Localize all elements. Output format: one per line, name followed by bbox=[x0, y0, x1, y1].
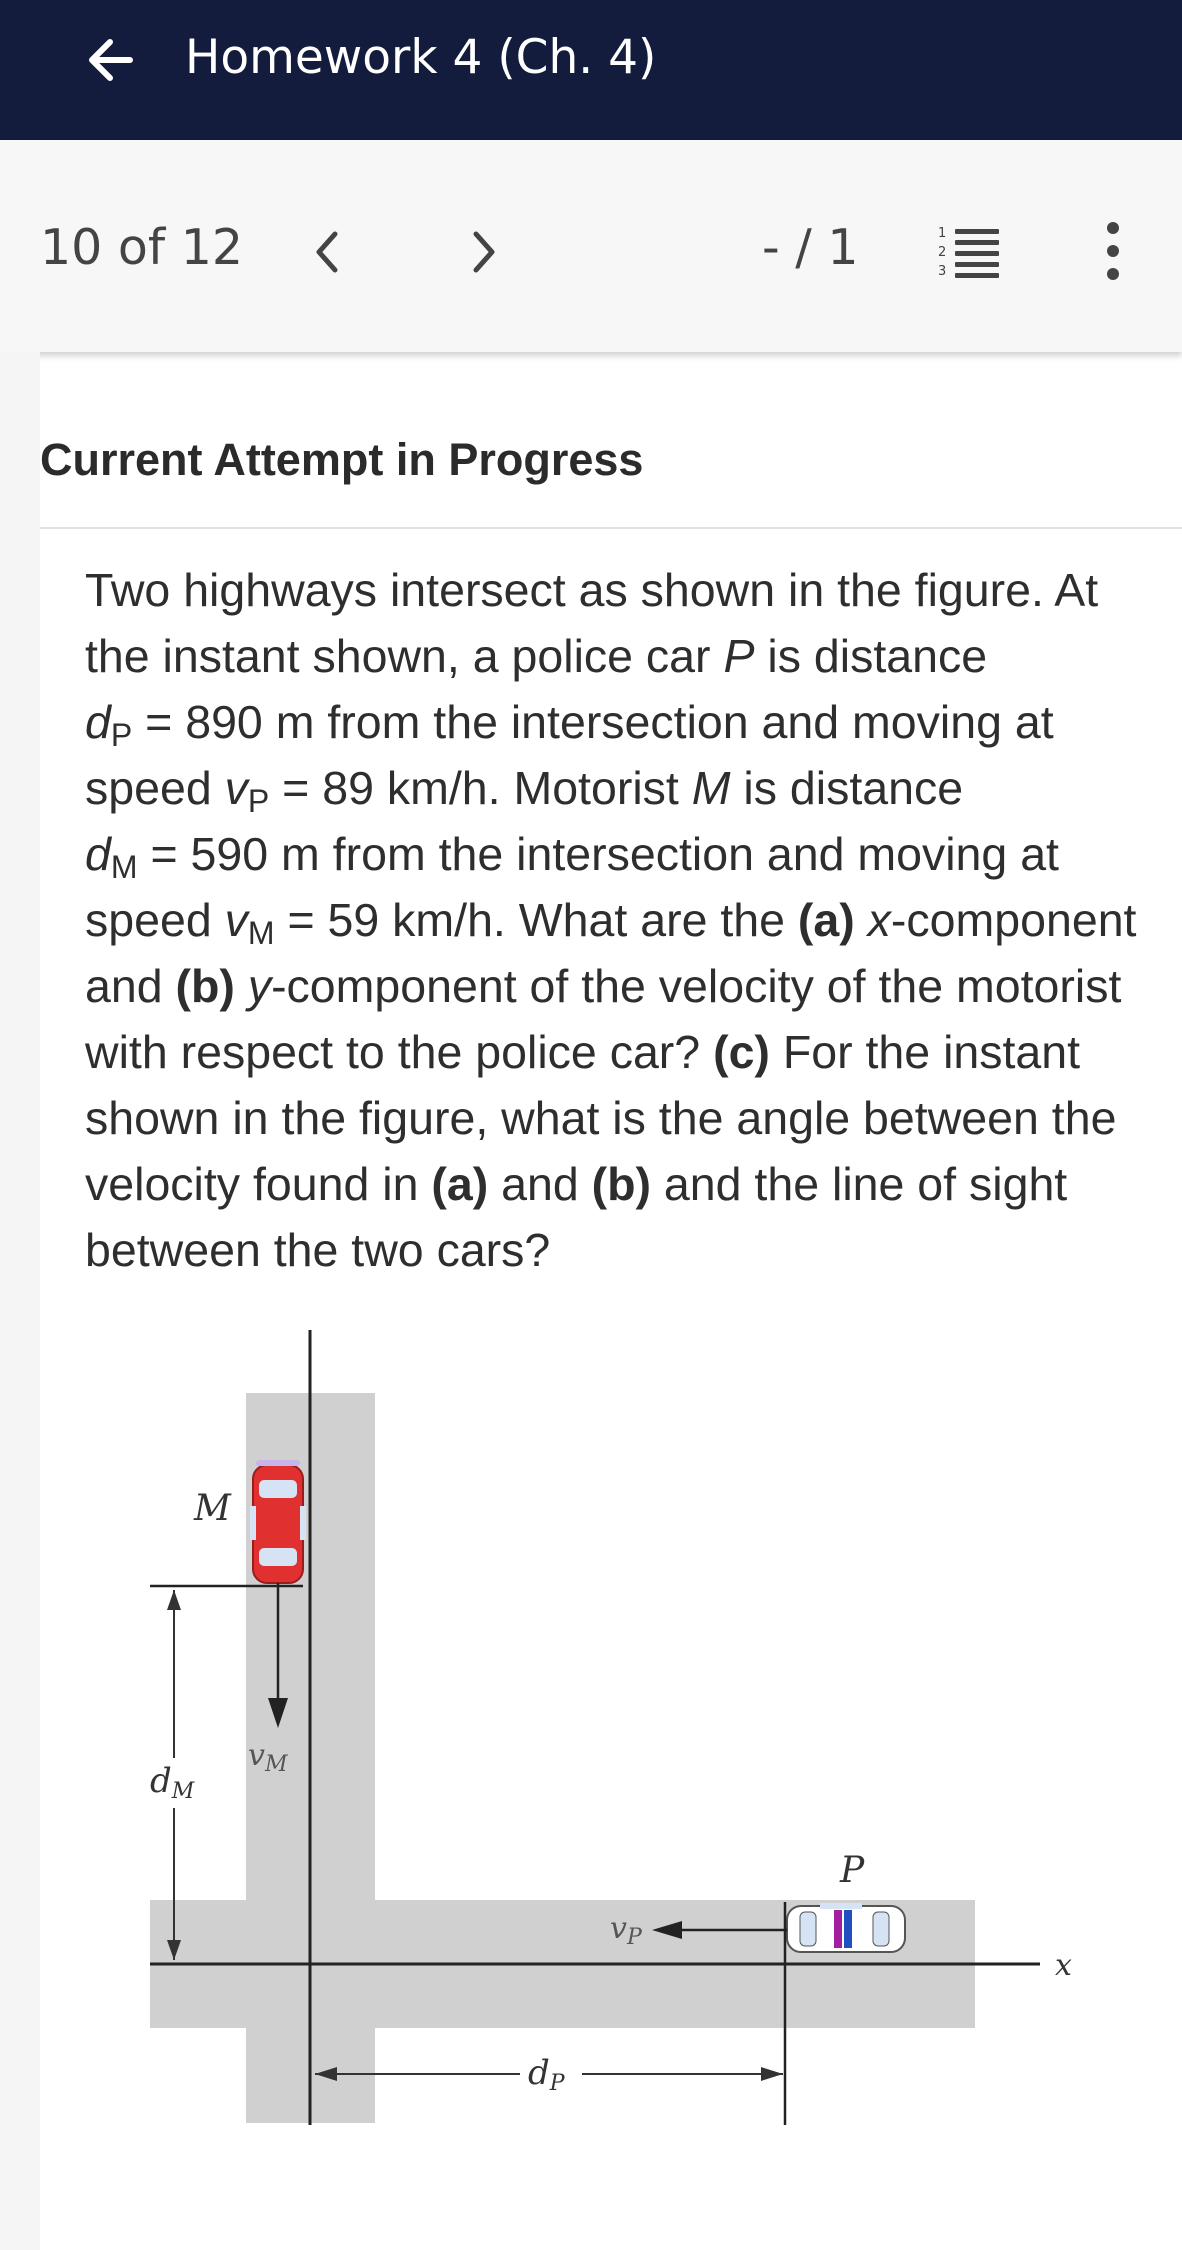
left-margin bbox=[0, 352, 40, 2250]
vM-v: v bbox=[248, 1738, 265, 1773]
q-var: x bbox=[867, 894, 891, 946]
next-question-button[interactable] bbox=[458, 222, 508, 282]
q-text: For the instant shown in the figure, what is the angle between the velocity found in bbox=[85, 1026, 1117, 1210]
vP-sub: P bbox=[626, 1925, 642, 1950]
vM-sub: M bbox=[264, 1752, 288, 1777]
motorist-car-icon bbox=[250, 1460, 306, 1583]
q-text: and the line of sight between the two cars? bbox=[85, 1158, 1068, 1276]
police-car-icon bbox=[787, 1903, 905, 1952]
highway-figure bbox=[140, 1310, 1080, 2130]
svg-text:3: 3 bbox=[938, 264, 947, 279]
question-navigation-bar bbox=[0, 140, 1182, 352]
q-sub: P bbox=[247, 783, 270, 819]
dM-arrowhead-top bbox=[167, 1590, 181, 1610]
more-options-icon[interactable] bbox=[1088, 220, 1138, 282]
q-var: v bbox=[224, 894, 248, 946]
q-text: = 590 m from the intersection and moving at speed bbox=[85, 828, 1059, 946]
assignment-title: Homework 4 (Ch. 4) bbox=[185, 30, 657, 85]
motorist-label: M bbox=[194, 1488, 231, 1529]
dP-d: d bbox=[528, 2053, 550, 2093]
q-part: (a) bbox=[431, 1158, 489, 1210]
q-text: -component of the velocity of the motorist with respect to the police car? bbox=[85, 960, 1122, 1078]
svg-text:1: 1 bbox=[938, 226, 947, 241]
q-part: (b) bbox=[591, 1158, 652, 1210]
q-sub: P bbox=[110, 717, 133, 753]
q-text: = 890 m from the intersection and moving at speed bbox=[85, 696, 1054, 814]
q-sub: M bbox=[247, 915, 275, 951]
dP-sub: P bbox=[549, 2071, 565, 2096]
attempt-heading: Current Attempt in Progress bbox=[40, 434, 644, 485]
q-part: (b) bbox=[175, 960, 235, 1012]
q-var: v bbox=[224, 762, 248, 814]
q-sub: M bbox=[110, 849, 138, 885]
question-counter: 10 of 12 bbox=[40, 219, 244, 276]
previous-question-button[interactable] bbox=[303, 222, 353, 282]
q-var: P bbox=[723, 630, 755, 682]
q-var: d bbox=[85, 696, 111, 748]
x-axis-label: x bbox=[1055, 1948, 1072, 1983]
q-var: M bbox=[691, 762, 731, 814]
svg-text:2: 2 bbox=[938, 245, 947, 260]
q-text: = 89 km/h. Motorist bbox=[269, 762, 692, 814]
app-header bbox=[0, 0, 1182, 140]
q-part: (c) bbox=[713, 1026, 770, 1078]
question-text bbox=[85, 557, 1165, 1283]
section-divider bbox=[40, 527, 1182, 529]
q-text: and bbox=[488, 1158, 592, 1210]
q-text: Two highways intersect as shown in the figure. At the instant shown, a police car bbox=[85, 564, 1099, 682]
q-var: d bbox=[85, 828, 111, 880]
q-var: y bbox=[247, 960, 272, 1012]
police-label: P bbox=[840, 1850, 865, 1891]
page-indicator: - / 1 bbox=[762, 219, 859, 276]
q-text: = 59 km/h. What are the bbox=[274, 894, 798, 946]
numbered-list-icon[interactable] bbox=[935, 220, 1003, 282]
back-arrow-icon[interactable] bbox=[82, 30, 142, 90]
dM-sub: M bbox=[171, 1779, 195, 1804]
dP-arrowhead-right bbox=[761, 2067, 783, 2081]
q-part: (a) bbox=[797, 894, 855, 946]
dM-d: d bbox=[150, 1761, 172, 1801]
vP-v: v bbox=[610, 1911, 627, 1946]
q-text: is distance bbox=[730, 762, 964, 814]
q-text: -component and bbox=[85, 894, 1137, 1012]
q-text: is distance bbox=[754, 630, 988, 682]
